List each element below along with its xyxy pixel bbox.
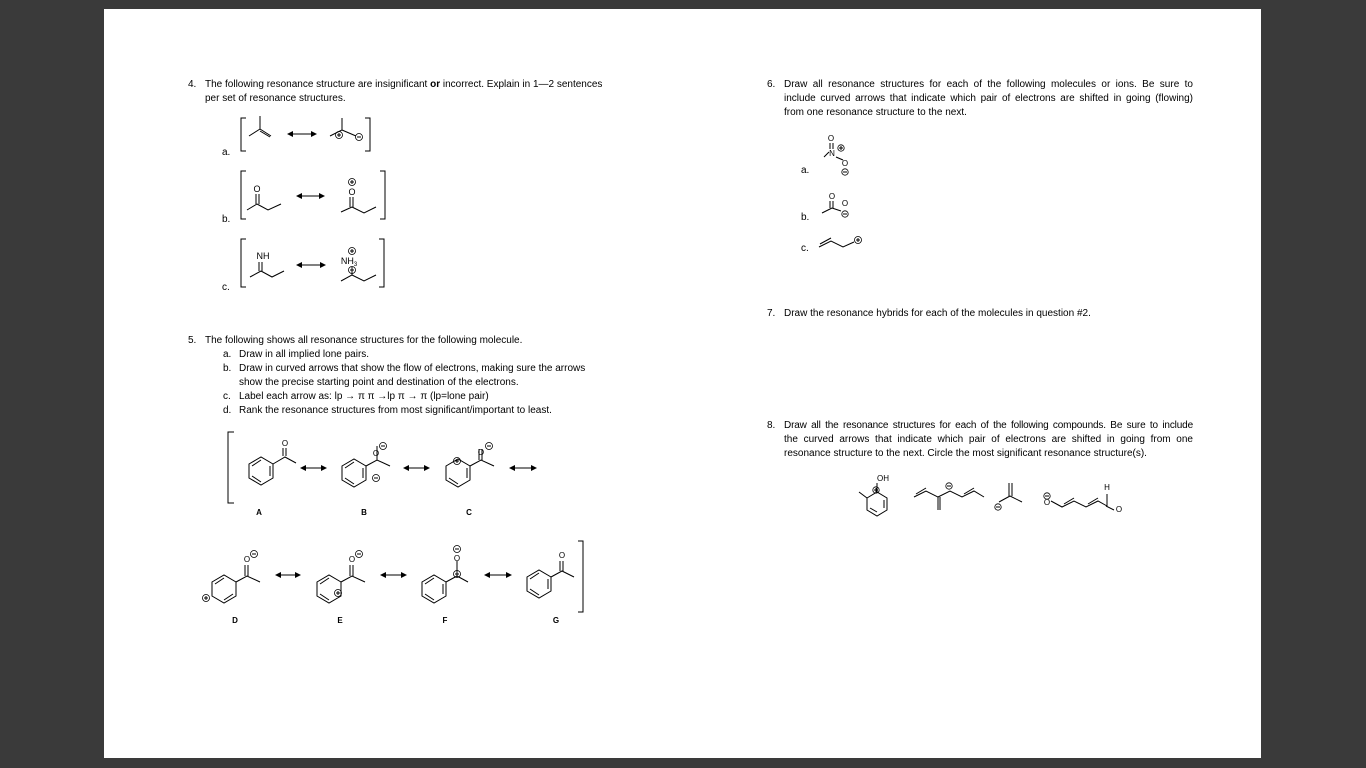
minus-charge [356, 134, 363, 141]
chemical-structures [104, 9, 1261, 758]
question-text: Draw all the resonance structures for each of the following compounds. Be sure to include the curved arrows that indicate which pair of electrons are shifted in going from one resonance structure to the next. Circle the most significant resonance structure(s). [784, 420, 1193, 459]
label-E: E [337, 616, 343, 625]
label-D: D [232, 616, 238, 625]
structure-8-3 [995, 483, 1022, 510]
worksheet-page [104, 9, 1261, 758]
svg-text:O: O [1115, 505, 1123, 514]
structure-6a-nitro [824, 134, 848, 175]
item-label: a. [223, 349, 232, 360]
plus-charge [336, 132, 343, 139]
question-text: Draw all resonance structures for each of the following molecules or ions. Be sure to include curved arrows that indicate which pair of electrons are shifted in going (flowing) from one resonance structure to the next. [784, 79, 1193, 118]
question-number: 6. [767, 79, 776, 90]
svg-text:N: N [829, 149, 835, 158]
label-4b: b. [222, 214, 231, 225]
structure-6b-carboxylate [822, 192, 848, 217]
item-text: Label each arrow as: lp → π π →lp π → π (lp=lone pair) [239, 391, 489, 402]
oxygen-atom: O [253, 184, 261, 194]
svg-text:O: O [558, 551, 566, 560]
structure-4a [241, 116, 370, 151]
structure-D [203, 551, 261, 604]
svg-text:OH: OH [877, 474, 889, 483]
structure-C [446, 443, 494, 488]
structure-E [317, 551, 365, 604]
svg-text:O: O [477, 448, 485, 457]
structure-8-1 [859, 474, 889, 516]
label-4c: c. [222, 282, 230, 293]
structure-8-2 [914, 483, 984, 510]
svg-text:O: O [372, 449, 380, 458]
svg-text:O: O [828, 192, 836, 201]
structure-B [342, 443, 390, 488]
structure-8-4 [1044, 483, 1122, 514]
item-label: c. [223, 391, 231, 402]
q5-row-2 [203, 541, 584, 625]
label-A: A [256, 508, 262, 517]
label-6b: b. [801, 212, 810, 223]
structure-F [422, 546, 468, 604]
question-number: 7. [767, 308, 776, 319]
svg-text:O: O [281, 439, 289, 448]
label-G: G [552, 616, 560, 625]
structure-G [527, 551, 574, 598]
item-label: d. [223, 405, 232, 416]
question-text: The following resonance structure are insignificant or incorrect. Explain in 1—2 sentences per set of resonance structures. [205, 79, 603, 104]
label-B: B [361, 508, 367, 517]
label-F: F [442, 616, 448, 625]
svg-text:O: O [841, 159, 849, 168]
plus-charge [349, 248, 356, 255]
imine-nh: NH [256, 251, 270, 261]
question-text: Draw the resonance hybrids for each of the molecules in question #2. [784, 308, 1091, 319]
svg-text:O: O [453, 554, 461, 563]
label-6c: c. [801, 243, 809, 254]
question-number: 4. [188, 79, 197, 90]
question-number: 5. [188, 335, 197, 346]
svg-text:O: O [243, 555, 251, 564]
svg-text:H: H [1104, 483, 1110, 492]
svg-text:O: O [1043, 498, 1051, 507]
label-C: C [466, 508, 472, 517]
ammonium-nh3: $NH_3$ [340, 256, 358, 268]
structure-A [249, 439, 296, 485]
structure-4c [241, 239, 384, 287]
label-4a: a. [222, 147, 231, 158]
question-number: 8. [767, 420, 776, 431]
svg-text:O: O [348, 555, 356, 564]
structure-4b [241, 171, 385, 219]
question-text: The following shows all resonance structures for the following molecule. [205, 335, 523, 346]
item-text: Rank the resonance structures from most significant/important to least. [239, 405, 552, 416]
svg-text:O: O [827, 134, 835, 143]
item-text: Draw in all implied lone pairs. [239, 349, 370, 360]
label-6a: a. [801, 165, 810, 176]
item-label: b. [223, 363, 232, 374]
plus-charge [349, 179, 356, 186]
structure-6c-allyl-cation [819, 237, 862, 248]
q5-row-1 [228, 432, 536, 517]
item-text: show the precise starting point and destination of the electrons. [239, 377, 519, 388]
item-text: Draw in curved arrows that show the flow of electrons, making sure the arrows [239, 363, 586, 374]
oxygen-atom: O [348, 187, 356, 197]
svg-text:O: O [841, 199, 849, 208]
